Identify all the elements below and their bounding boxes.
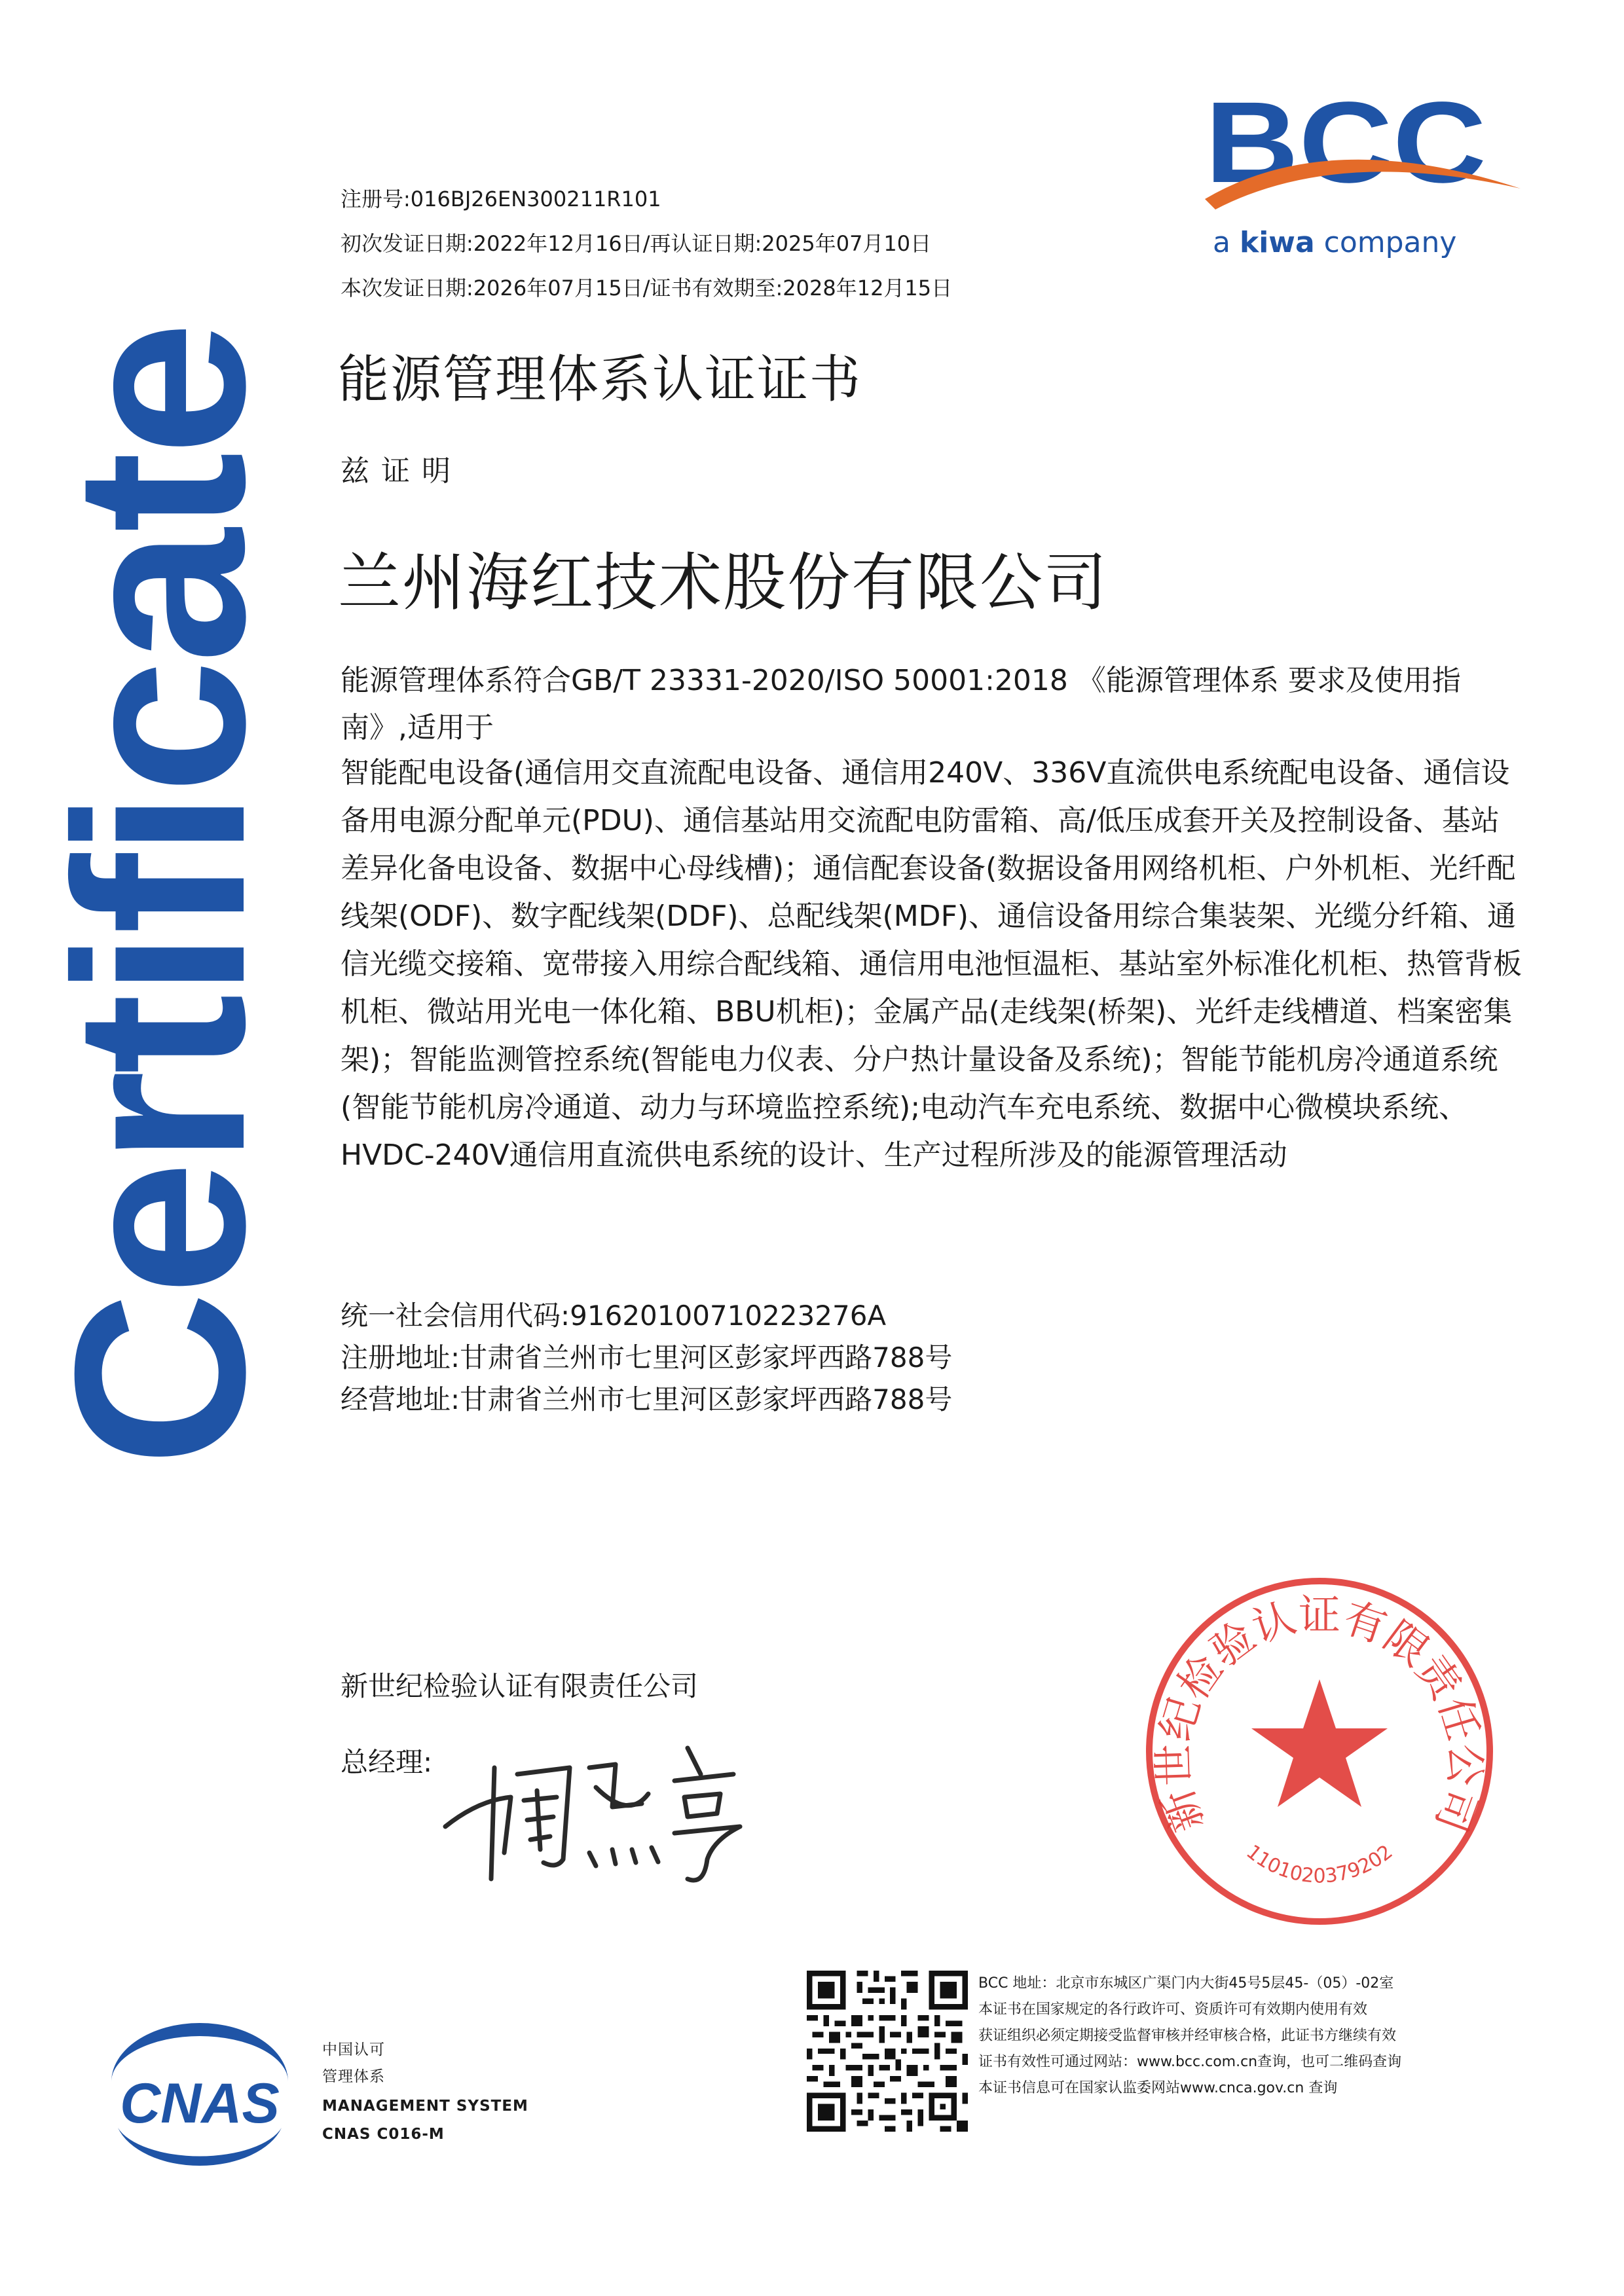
issuer-name: 新世纪检验认证有限责任公司 <box>341 1670 699 1702</box>
first-issue-value: 2022年12月16日 <box>473 231 643 256</box>
notice-line-validity: 本证书在国家规定的各行政许可、资质许可有效期内使用有效 <box>978 2001 1368 2018</box>
seal-number: 1101020379202 <box>1242 1840 1397 1888</box>
first-issue-label: 初次发证日期: <box>341 231 473 256</box>
registered-address-line <box>341 1338 952 1377</box>
credit-code-label: 统一社会信用代码: <box>341 1300 570 1332</box>
registration-label: 注册号: <box>341 187 411 211</box>
cnas-line-4: CNAS C016-M <box>322 2126 445 2143</box>
bcc-logo <box>1205 85 1532 275</box>
notice-line-bcc-website: 证书有效性可通过网站：www.bcc.com.cn查询，也可二维码查询 <box>978 2054 1402 2070</box>
notice-line-address: BCC 地址：北京市东城区广渠门内大街45号5层45-（05）-02室 <box>978 1975 1394 1992</box>
notice-line-cnca-website: 本证书信息可在国家认监委网站www.cnca.gov.cn 查询 <box>978 2080 1338 2096</box>
business-address-value: 甘肃省兰州市七里河区彭家坪西路788号 <box>460 1383 953 1415</box>
seal-ring-text: 新世纪检验认证有限责任公司 <box>1150 1592 1489 1838</box>
document-title: 能源管理体系认证证书 <box>338 350 862 409</box>
current-issue-label: 本次发证日期: <box>341 276 473 301</box>
registered-address-value: 甘肃省兰州市七里河区彭家坪西路788号 <box>460 1341 953 1374</box>
valid-until-value: 2028年12月15日 <box>783 276 953 301</box>
seal-star-icon <box>1251 1679 1388 1807</box>
recert-label: 再认证日期: <box>650 231 762 256</box>
current-issue-line: 本次发证日期:2026年07月15日/证书有效期至:2028年12月15日 <box>341 276 953 301</box>
cnas-logo-text: CNAS <box>120 2072 280 2135</box>
recert-value: 2025年07月10日 <box>762 231 932 256</box>
credit-code-line <box>341 1296 886 1336</box>
credit-code-value: 91620100710223276A <box>570 1300 887 1332</box>
conformity-statement: 能源管理体系符合GB/T 23331-2020/ISO 50001:2018 《能源管理体系 要求及使用指南》,适用于 <box>341 664 1461 744</box>
valid-until-label: 证书有效期至: <box>650 276 783 301</box>
bcc-tagline: a kiwa company <box>1213 226 1457 259</box>
cnas-logo <box>98 2016 301 2180</box>
hereby-certify: 兹证明 <box>341 454 462 488</box>
current-issue-value: 2026年07月15日 <box>473 276 643 301</box>
notice-line-surveillance: 获证组织必须定期接受监督审核并经审核合格，此证书方继续有效 <box>978 2028 1397 2044</box>
registration-value: 016BJ26EN300211R101 <box>410 187 661 211</box>
company-seal-icon <box>1136 1568 1503 1935</box>
registered-address-label: 注册地址: <box>341 1341 460 1374</box>
first-issue-line: 初次发证日期:2022年12月16日/再认证日期:2025年07月10日 <box>341 231 932 256</box>
bcc-logo-letters: BCC <box>1205 85 1486 207</box>
cnas-line-1: 中国认可 <box>322 2041 385 2058</box>
qr-code-icon[interactable] <box>807 1971 968 2132</box>
certificate-side-word <box>25 118 295 1467</box>
business-address-label: 经营地址: <box>341 1383 460 1415</box>
cnas-line-3: MANAGEMENT SYSTEM <box>322 2098 528 2115</box>
certificate-side-word-text: Certificate <box>25 325 295 1467</box>
general-manager-label: 总经理: <box>341 1746 433 1778</box>
signature-icon <box>432 1728 760 1899</box>
registration-number <box>341 185 661 213</box>
company-name: 兰州海红技术股份有限公司 <box>338 546 1108 619</box>
certification-scope: 智能配电设备(通信用交直流配电设备、通信用240V、336V直流供电系统配电设备、通信设备用电源分配单元(PDU)、通信基站用交流配电防雷箱、高/低压成套开关及控制设备、基站差异化备电设备、数据中心母线槽)；通信配套设备(数据设备用网络机柜、户外机柜、光纤配线架(ODF)、数字配线架(DDF)、总配线架(MDF)、通信设备用综合集装架、光缆分纤箱、通信光缆交接箱、宽带接入用综合配线箱、通信用电池恒温柜、基站室外标准化机柜、热管背板机柜、微站用光电一体化箱、BBU机柜)；金属产品(走线架(桥架)、光纤走线槽道、档案密集架)；智能监测管控系统(智能电力仪表、分户热计量设备及系统)；智能节能机房冷通道系统(智能节能机房冷通道、动力与环境监控系统);电动汽车充电系统、数据中心微模块系统、HVDC-240V通信用直流供电系统的设计、生产过程所涉及的能源管理活动 <box>341 756 1522 1172</box>
business-address-line <box>341 1380 952 1419</box>
cnas-line-2: 管理体系 <box>322 2068 385 2085</box>
